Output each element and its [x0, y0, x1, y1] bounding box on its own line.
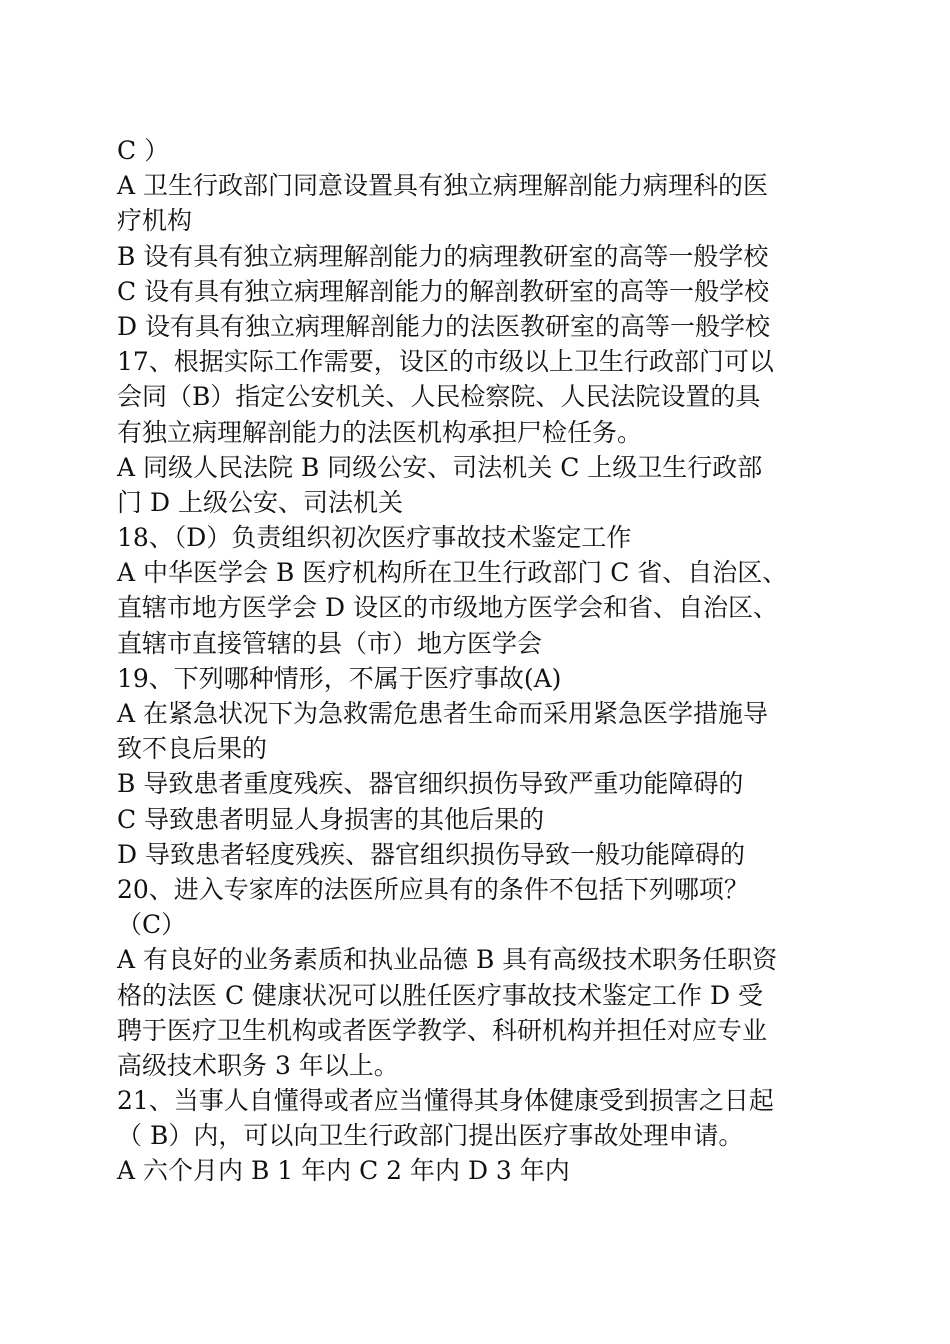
text-line: 17、根据实际工作需要，设区的市级以上卫生行政部门可以	[117, 347, 774, 377]
text-line: A 有良好的业务素质和执业品德 B 具有高级技术职务任职资	[117, 945, 778, 975]
text-line: C 导致患者明显人身损害的其他后果的	[117, 804, 545, 834]
text-line: 疗机构	[117, 206, 193, 236]
text-line: C ）	[117, 136, 170, 165]
text-line: 直辖市地方医学会 D 设区的市级地方医学会和省、自治区、	[117, 593, 778, 623]
text-line: B 设有具有独立病理解剖能力的病理教研室的高等一般学校	[117, 241, 769, 271]
text-line: D 设有具有独立病理解剖能力的法医教研室的高等一般学校	[117, 311, 770, 341]
text-line: C 设有具有独立病理解剖能力的解剖教研室的高等一般学校	[117, 276, 770, 306]
document-body	[117, 133, 837, 1189]
text-line: A 卫生行政部门同意设置具有独立病理解剖能力病理科的医	[117, 171, 769, 201]
text-line: （C）	[117, 910, 187, 940]
text-line: （ B）内，可以向卫生行政部门提出医疗事故处理申请。	[117, 1121, 744, 1151]
text-line: 18、（D）负责组织初次医疗事故技术鉴定工作	[117, 523, 632, 553]
text-line: 20、进入专家库的法医所应具有的条件不包括下列哪项？	[117, 874, 749, 904]
text-line: 21、当事人自懂得或者应当懂得其身体健康受到损害之日起	[117, 1086, 774, 1116]
text-line: A 中华医学会 B 医疗机构所在卫生行政部门 C 省、自治区、	[117, 558, 788, 588]
text-line: 门 D 上级公安、司法机关	[117, 487, 403, 517]
text-line: A 在紧急状况下为急救需危患者生命而采用紧急医学措施导	[117, 699, 769, 728]
text-line: 直辖市直接管辖的县（市）地方医学会	[117, 628, 543, 658]
text-line: 19、下列哪种情形，不属于医疗事故(A)	[117, 663, 562, 693]
text-line: A 六个月内 B 1 年内 C 2 年内 D 3 年内	[117, 1156, 570, 1186]
text-line: 致不良后果的	[117, 734, 268, 764]
text-line: 格的法医 C 健康状况可以胜任医疗事故技术鉴定工作 D 受	[117, 980, 763, 1010]
text-line: 高级技术职务 3 年以上。	[117, 1050, 399, 1080]
text-line: 会同（B）指定公安机关、人民检察院、人民法院设置的具	[117, 382, 761, 412]
text-line: D 导致患者轻度残疾、器官组织损伤导致一般功能障碍的	[117, 839, 745, 869]
text-line: A 同级人民法院 B 同级公安、司法机关 C 上级卫生行政部	[117, 452, 763, 482]
text-line: B 导致患者重度残疾、器官细织损伤导致严重功能障碍的	[117, 769, 744, 799]
text-line: 聘于医疗卫生机构或者医学教学、科研机构并担任对应专业	[117, 1015, 768, 1045]
text-line: 有独立病理解剖能力的法医机构承担尸检任务。	[117, 417, 643, 447]
